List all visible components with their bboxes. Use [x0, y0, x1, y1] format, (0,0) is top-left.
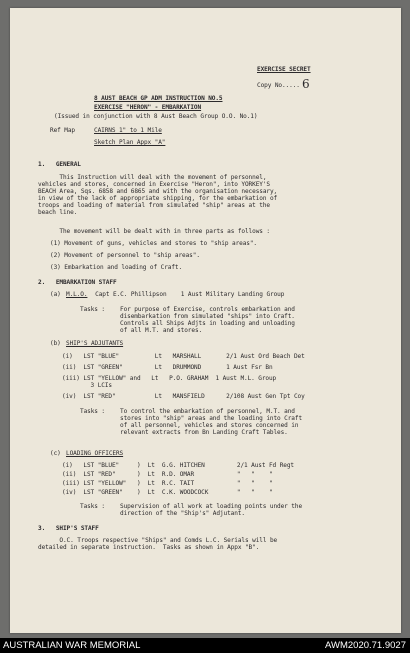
task-line: Controls all Ships Adjts in loading and unloading [120, 320, 295, 327]
task-line: For purpose of Exercise, controls embarkation and [120, 306, 295, 313]
paragraph-line: BEACH Area, Sqs. 6858 and 6865 and with the organisation necessary, [38, 188, 278, 195]
paragraph-line: detailed in separate instruction. Tasks as shown in Appx "B". [38, 544, 260, 551]
subsection-c-label: (c) [50, 450, 61, 457]
task-line: relevant extracts from Bn Landing Craft Tables. [120, 429, 288, 436]
copy-number-label: Copy No..... [257, 82, 300, 89]
catalogue-id: AWM2020.71.9027 [325, 640, 406, 651]
exercise-title: EXERCISE "HERON" - EMBARKATION [94, 104, 202, 111]
copy-number-handwritten: 6 [302, 77, 310, 91]
part-item: (3) Embarkation and loading of Craft. [50, 264, 183, 271]
paragraph-line: This Instruction will deal with the movement of personnel, [38, 174, 267, 181]
adjutant-row: (iii) LST "YELLOW" and Lt P.O. GRAHAM 1 Aust M.L. Group [62, 375, 277, 382]
three-parts-intro: The movement will be dealt with in three parts as follows : [38, 228, 270, 235]
part-item: (2) Movement of personnel to "ship areas". [50, 252, 200, 259]
loading-officers-heading: LOADING OFFICERS [66, 450, 124, 457]
part-item: (1) Movement of guns, vehicles and stores to "ship areas". [50, 240, 257, 247]
ref-map-label: Ref Map [50, 127, 75, 134]
ref-map: CAIRNS 1" to 1 Mile [94, 127, 162, 134]
officer-row: (i) LST "BLUE" ) Lt G.G. HITCHEN 2/1 Aust Fd Regt [62, 462, 294, 469]
task-line: disembarkation from simulated "ships" into Craft. [120, 313, 295, 320]
section-3-heading: 3. SHIP'S STAFF [38, 525, 99, 532]
tasks-label: Tasks : [80, 408, 105, 415]
task-line: direction of the "Ship's" Adjutant. [120, 510, 245, 517]
institution-name: AUSTRALIAN WAR MEMORIAL [3, 640, 141, 651]
section-1-paragraph [38, 174, 277, 216]
adjutant-row: 3 LCIs [62, 382, 112, 389]
task-line: stores into "ship" areas and the loading into Craft [120, 415, 303, 422]
task-line: Supervision of all work at loading points under the [120, 503, 303, 510]
adjutant-row: (iv) LST "RED" Lt MANSFIELD 2/108 Aust Gen Tpt Coy [62, 393, 305, 400]
tasks-label: Tasks : [80, 306, 105, 313]
section-2-heading: 2. EMBARKATION STAFF [38, 279, 117, 286]
instruction-title: 8 AUST BEACH GP ADM INSTRUCTION NO.5 [94, 95, 223, 102]
document-page [10, 8, 401, 633]
mlo-name: Capt E.C. Phillipson 1 Aust Military Landing Group [88, 291, 285, 298]
issued-note: (Issued in conjunction with 8 Aust Beach Group O.O. No.1) [54, 113, 258, 120]
paragraph-line: troops and loading of material from simulated "ship" areas at the [38, 202, 270, 209]
adjutant-row: (i) LST "BLUE" Lt MARSHALL 2/1 Aust Ord Beach Det [62, 353, 305, 360]
subsection-a-label: (a) [50, 291, 61, 298]
tasks-label: Tasks : [80, 503, 105, 510]
section-1-heading: 1. GENERAL [38, 161, 81, 168]
paragraph-line: vehicles and stores, concerned in Exercise "Heron", into YORKEY'S [38, 181, 270, 188]
officer-row: (ii) LST "RED" ) Lt R.D. OMAR " " " [62, 471, 273, 478]
ships-adjutants-heading: SHIP'S ADJUTANTS [66, 340, 124, 347]
paragraph-line: beach line. [38, 209, 78, 216]
task-line: of all M.T. and stores. [120, 327, 203, 334]
mlo-heading: M.L.O. [66, 291, 88, 298]
archive-footer [0, 638, 410, 653]
sketch-plan: Sketch Plan Appx "A" [94, 139, 166, 146]
officer-row: (iii) LST "YELLOW" ) Lt R.C. TAIT " " " [62, 480, 273, 487]
paragraph-line: O.C. Troops respective "Ships" and Comds L.C. Serials will be [38, 537, 278, 544]
task-line: To control the embarkation of personnel, M.T. and [120, 408, 295, 415]
secrecy-marking: EXERCISE SECRET [257, 66, 311, 73]
officer-row: (iv) LST "GREEN" ) Lt C.K. WOODCOCK " " " [62, 489, 273, 496]
subsection-b-label: (b) [50, 340, 61, 347]
adjutant-row: (ii) LST "GREEN" Lt DRUMMOND 1 Aust Fsr Bn [62, 364, 273, 371]
paragraph-line: in view of the lack of appropriate shipping, for the embarkation of [38, 195, 278, 202]
task-line: of all personnel, vehicles and stores concerned in [120, 422, 299, 429]
